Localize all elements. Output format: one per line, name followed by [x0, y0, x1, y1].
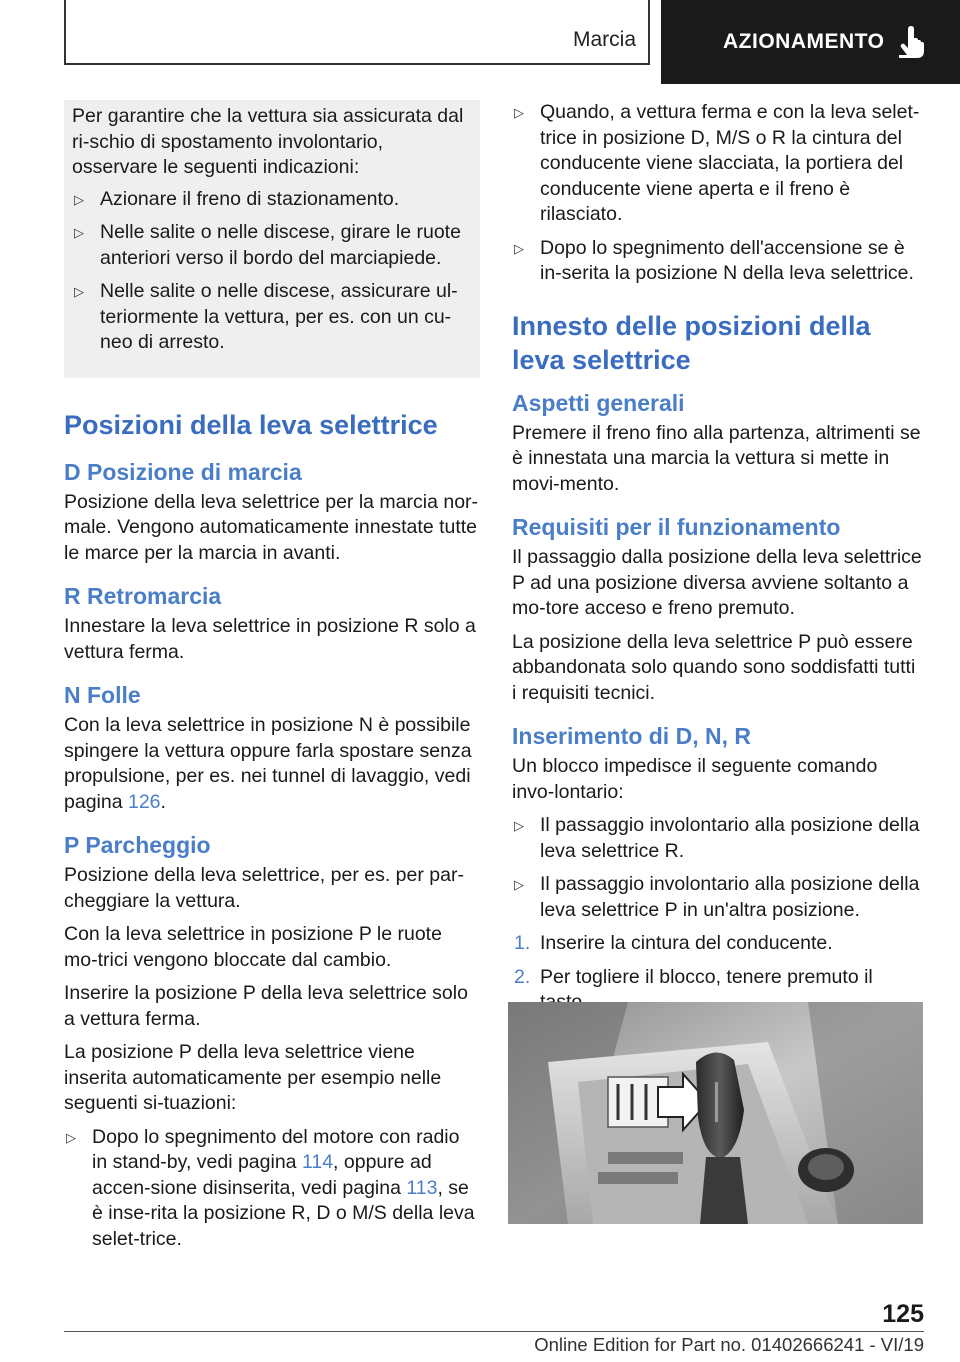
- paragraph-general: Premere il freno fino alla partenza, altrimenti se è innestata una marcia la vettura si mette in movi-mento.: [512, 421, 921, 495]
- subheading-r: R Retromarcia: [64, 583, 222, 609]
- subheading-n: N Folle: [64, 682, 141, 708]
- note-list: [72, 187, 472, 356]
- footer-edition: Online Edition for Part no. 01402666241 - VI/19: [534, 1334, 924, 1355]
- triangle-bullet-icon: ▷: [74, 225, 84, 240]
- paragraph-requirements-2: La posizione della leva selettrice P può essere abbandonata solo quando sono soddisfatti tutti i requisiti tecnici.: [512, 630, 916, 704]
- triangle-bullet-icon: ▷: [514, 877, 524, 892]
- subheading-d: D Posizione di marcia: [64, 458, 302, 485]
- paragraph-p-4: La posizione P della leva selettrice viene inserita automaticamente per esempio nelle seguenti si-tuazioni:: [64, 1041, 442, 1114]
- paragraph-insert: Un blocco impedisce il seguente comando invo-lontario:: [512, 755, 878, 803]
- list-item-text: Nelle salite o nelle discese, assicurare ul-teriormente la vettura, per es. con un cu-neo di arresto.: [100, 280, 458, 353]
- list-item-text: Il passaggio involontario alla posizione della leva selettrice R.: [540, 814, 920, 862]
- list-item: [512, 872, 924, 923]
- chapter-label: AZIONAMENTO: [723, 30, 885, 53]
- blocked-actions-list: [512, 813, 924, 923]
- step-number: 1.: [514, 932, 531, 954]
- header-rule-left: [64, 0, 66, 64]
- page-link-126[interactable]: 126: [127, 790, 161, 813]
- text-run: Con la leva selettrice in posizione N è possibile spingere la vettura oppure farla spostare senza propulsione, per es. nei tunnel di lavaggio, vedi pagina: [64, 714, 472, 813]
- header-rule-right: [648, 0, 650, 64]
- triangle-bullet-icon: ▷: [66, 1129, 76, 1145]
- list-item: [64, 1125, 480, 1253]
- step-text: Inserire la cintura del conducente.: [540, 932, 833, 954]
- list-item: [512, 813, 924, 864]
- note-intro: Per garantire che la vettura sia assicurata dal ri-schio di spostamento involontario, osservare le seguenti indicazioni:: [72, 105, 464, 178]
- page-link-113[interactable]: 113: [406, 1176, 438, 1199]
- gear-selector-photo: [508, 1002, 923, 1224]
- paragraph-p-3: Inserire la posizione P della leva selettrice solo a vettura ferma.: [64, 982, 468, 1030]
- subheading-insert: Inserimento di D, N, R: [512, 723, 751, 749]
- list-item: [512, 236, 924, 287]
- list-item-text: Quando, a vettura ferma e con la leva selet-trice in posizione D, M/S o R la cintura del conducente viene slacciata, la portiera del conducente viene aperta e il freno è rilasciato.: [540, 101, 920, 225]
- list-item-text: Azionare il freno di stazionamento.: [100, 187, 400, 210]
- section-heading: Posizioni della leva selettrice: [64, 409, 438, 440]
- subheading-p: P Parcheggio: [64, 832, 211, 858]
- text-run: , oppure ad accen-sione disinserita, vedi pagina: [92, 1151, 432, 1199]
- text-run: .: [160, 790, 166, 813]
- left-column: [64, 100, 480, 1260]
- step-item: [512, 931, 924, 957]
- situations-list-continued: [512, 100, 924, 287]
- subheading-requirements: Requisiti per il funzionamento: [512, 514, 841, 540]
- note-box: [64, 100, 480, 378]
- page-link-114[interactable]: 114: [301, 1151, 334, 1173]
- page-number: 125: [882, 1300, 924, 1328]
- list-item-text: Dopo lo spegnimento dell'accensione se è in-serita la posizione N della leva selettrice.: [540, 236, 914, 284]
- footer-rule: [64, 1331, 924, 1332]
- section-heading: Innesto delle posizioni della leva selettrice: [512, 310, 871, 375]
- triangle-bullet-icon: ▷: [514, 818, 524, 833]
- triangle-bullet-icon: ▷: [514, 240, 524, 256]
- triangle-bullet-icon: ▷: [74, 284, 84, 299]
- triangle-bullet-icon: ▷: [514, 105, 524, 120]
- text-run: , se è inse-rita la posizione R, D o M/S della leva selet-trice.: [92, 1176, 475, 1250]
- list-item: [72, 187, 472, 213]
- right-column: [512, 100, 924, 1024]
- triangle-bullet-icon: ▷: [74, 191, 84, 207]
- step-text: Per togliere il blocco, tenere premuto il: [540, 965, 873, 988]
- list-item: [72, 279, 472, 356]
- list-item: [72, 220, 472, 271]
- situations-list: [64, 1125, 480, 1253]
- paragraph-n: [64, 713, 480, 815]
- paragraph-requirements-1: Il passaggio dalla posizione della leva selettrice P ad una posizione diversa avviene soltanto a mo-tore acceso e freno premuto.: [512, 546, 922, 619]
- step-number: 2.: [514, 965, 531, 988]
- paragraph-p-1: Posizione della leva selettrice, per es. per par-cheggiare la vettura.: [64, 864, 464, 912]
- paragraph-d: Posizione della leva selettrice per la marcia nor-male. Vengono automaticamente innestate tutte le marce per la marcia in avanti.: [64, 490, 479, 564]
- list-item-text: Il passaggio involontario alla posizione della leva selettrice P in un'altra posizione.: [540, 873, 920, 921]
- text-run: Dopo lo spegnimento del motore con radio in stand-by, vedi pagina: [92, 1125, 460, 1173]
- subheading-general: Aspetti generali: [512, 389, 685, 416]
- header-rule-bottom: [64, 63, 650, 65]
- list-item-text: Nelle salite o nelle discese, girare le ruote anteriori verso il bordo del marciapiede.: [100, 221, 461, 269]
- header-section-title: Marcia: [572, 28, 636, 51]
- paragraph-p-2: Con la leva selettrice in posizione P le ruote mo-trici vengono bloccate dal cambio.: [64, 923, 442, 971]
- header-chapter-tab[interactable]: [661, 0, 960, 84]
- paragraph-r: Innestare la leva selettrice in posizione R solo a vettura ferma.: [64, 615, 476, 663]
- hand-pointer-icon: [897, 26, 927, 58]
- list-item: [512, 100, 924, 228]
